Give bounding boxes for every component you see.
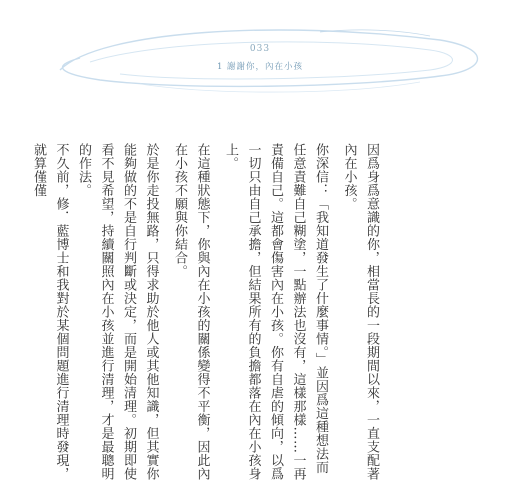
vertical-body-text <box>27 143 389 483</box>
running-header: 1 謝謝你，內在小孩 <box>216 62 304 72</box>
paragraph: 不久前，修．藍博士和我對於某個問題進行清理時發現，就算僅僅 <box>31 143 69 481</box>
paragraph: 因爲身爲意識的你，相當長的一段期間以來，一直支配著內在小孩。 <box>341 143 379 481</box>
paragraph: 在這種狀態下，你與內在小孩的關係變得不平衡，因此內在小孩不願與你結合。 <box>172 143 210 481</box>
paragraph: 你深信：「我知道發生了什麼事情。」並因爲這種想法而任意責難自己糊塗，一點辦法也沒有，這樣那樣……一再責備自己。這都會傷害內在小孩。你有自虐的傾向，以爲一切只由自己承擔，但結果所有的負擔都落在內在小孩身上。 <box>223 143 328 481</box>
page-number: 033 <box>249 44 271 54</box>
paragraph: 於是你走投無路，只得求助於他人或其他知識，但其實你能夠做的不是自行判斷或決定，而是開始清理。初期即使看不見希望，持續關照內在小孩並進行清理，才是最聰明的作法。 <box>76 143 159 481</box>
